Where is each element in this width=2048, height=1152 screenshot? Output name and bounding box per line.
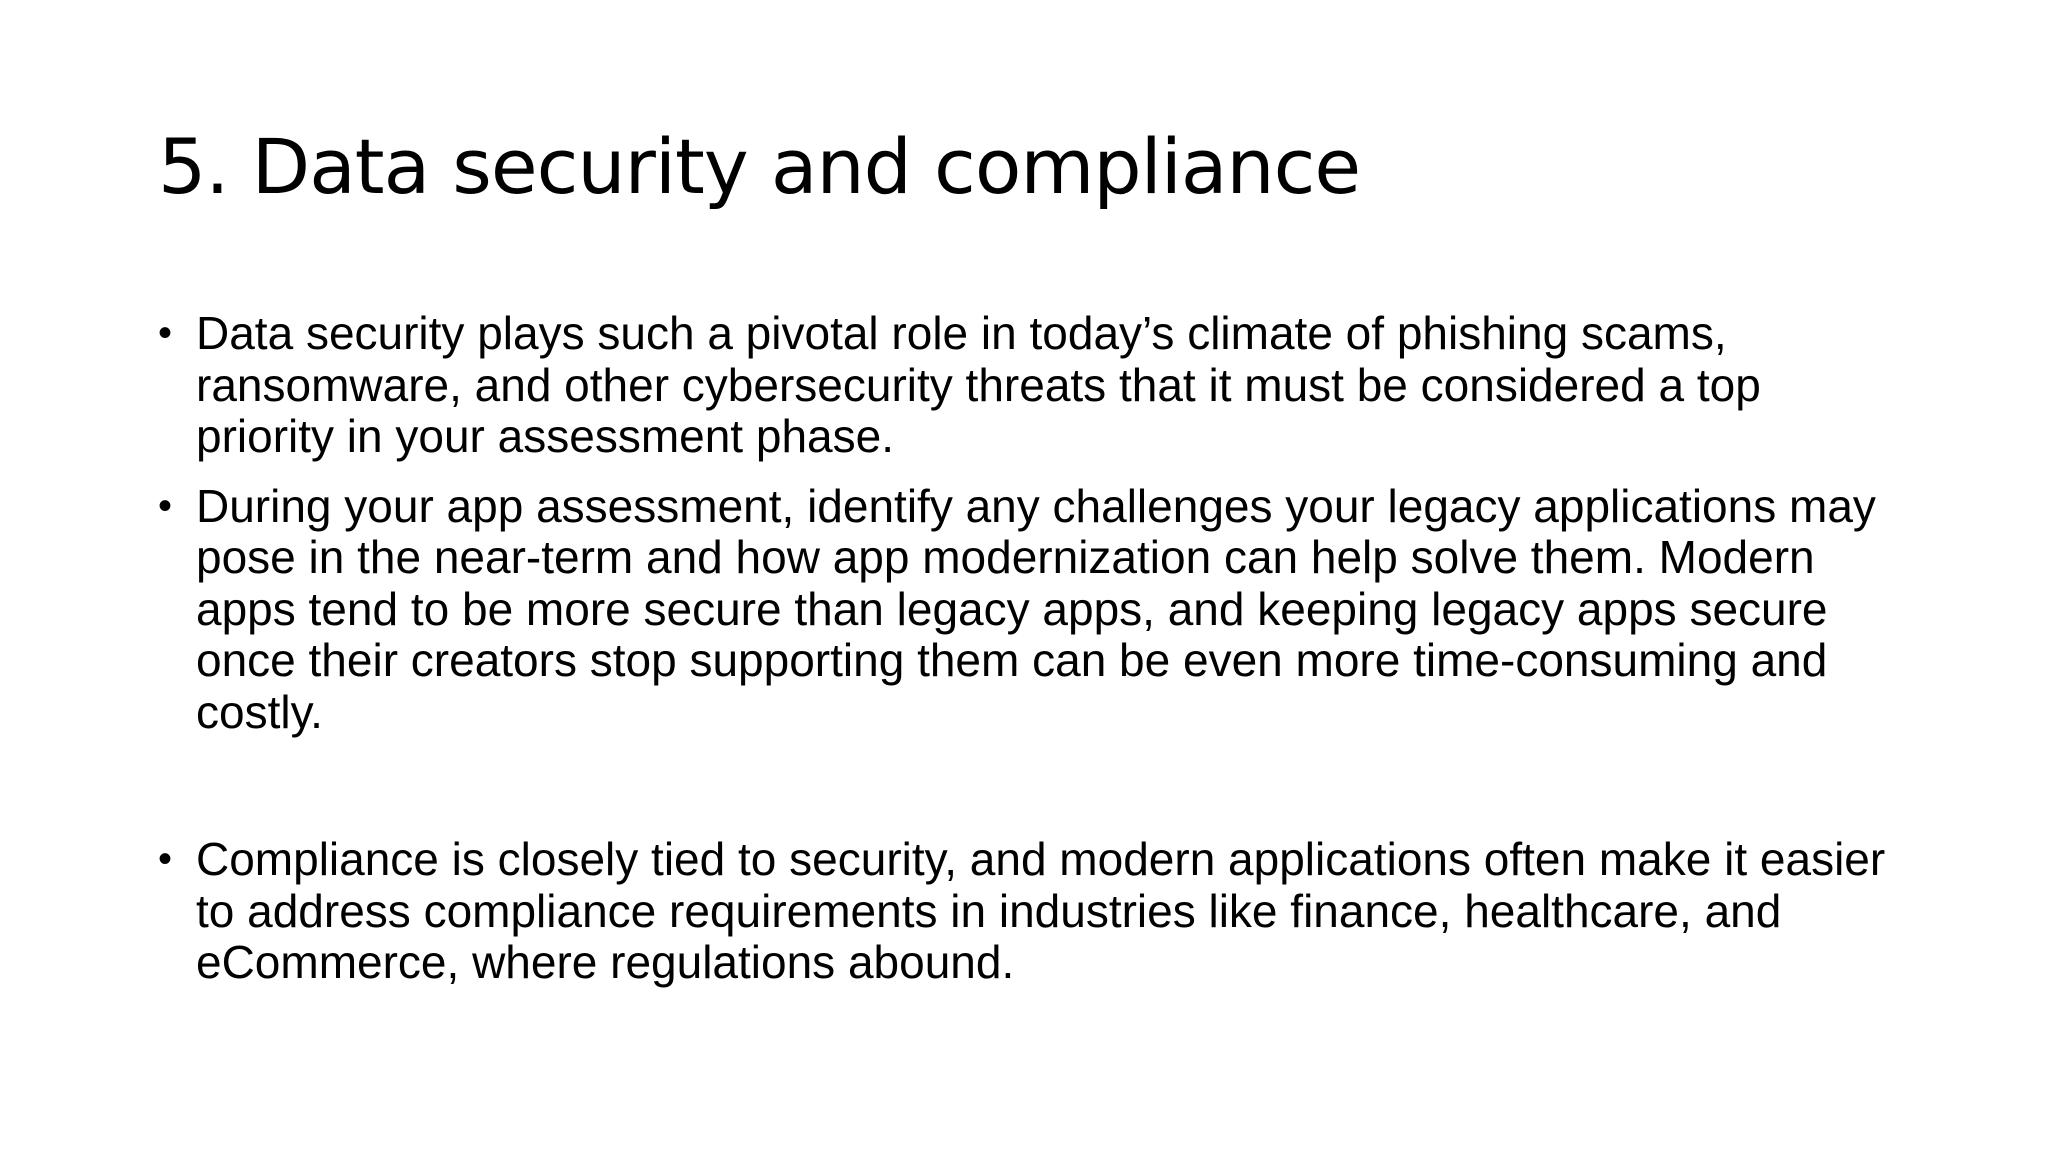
bullet-item-data-security: [150, 308, 1910, 463]
bullet-text: During your app assessment, identify any challenges your legacy applications may pose in the near-term and how app modernization can help solve them. Modern apps tend to be more secure than legacy apps, and keeping legacy apps secure once their creators stop supporting them can be even more time-consuming and costly.: [196, 479, 1876, 738]
bullet-item-compliance: [150, 834, 1910, 989]
bullet-text: Data security plays such a pivotal role in today’s climate of phishing scams, ransomware, and other cybersecurity threats that it must be considered a top priority in your assessment phase.: [196, 307, 1761, 462]
bullet-list: [150, 308, 1910, 989]
bullet-marker: •: [158, 311, 173, 355]
bullet-text: Compliance is closely tied to security, and modern applications often make it easier to address compliance requirements in industries like finance, healthcare, and eCommerce, where regulations abound.: [196, 833, 1886, 988]
bullet-marker: •: [158, 837, 173, 881]
bullet-marker: •: [158, 483, 173, 528]
slide-title: 5. Data security and compliance: [158, 122, 1361, 211]
bullet-item-app-assessment: [150, 481, 1910, 739]
